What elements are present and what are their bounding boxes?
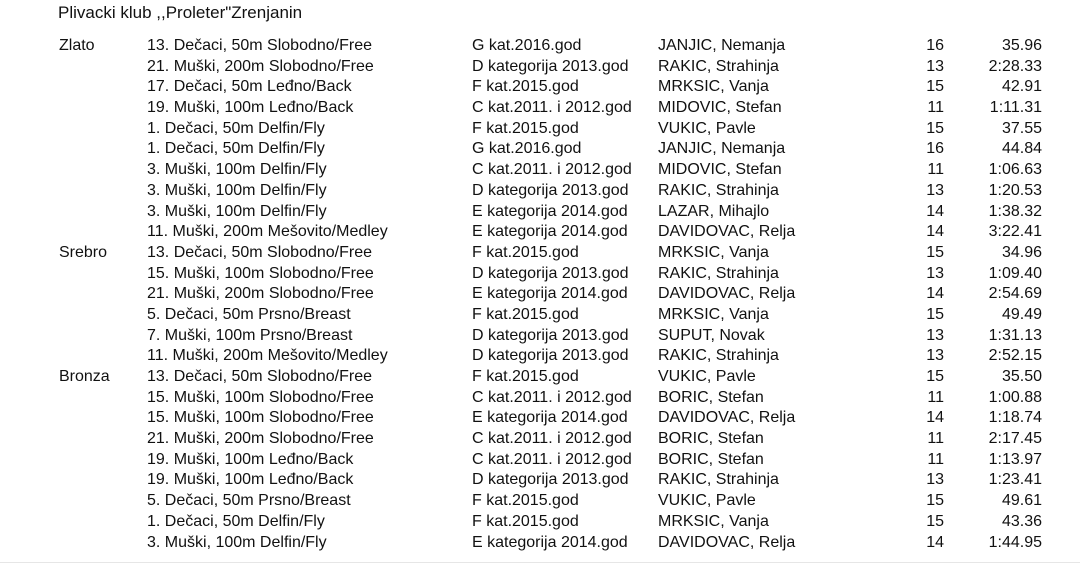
birth-year-code: 11 bbox=[927, 450, 944, 468]
event-name: 21. Muški, 200m Slobodno/Free bbox=[147, 430, 374, 448]
event-name: 1. Dečaci, 50m Delfin/Fly bbox=[147, 140, 325, 158]
birth-year-code: 11 bbox=[927, 430, 944, 448]
result-time: 1:31.13 bbox=[988, 326, 1042, 344]
result-row bbox=[0, 533, 1080, 554]
event-name: 15. Muški, 100m Slobodno/Free bbox=[147, 409, 374, 427]
event-name: 15. Muški, 100m Slobodno/Free bbox=[147, 264, 374, 282]
swimmer-name: MIDOVIC, Stefan bbox=[658, 161, 782, 179]
swimmer-name: DAVIDOVAC, Relja bbox=[658, 409, 796, 427]
swimmer-name: MIDOVIC, Stefan bbox=[658, 99, 782, 117]
age-category: F kat.2015.god bbox=[472, 512, 579, 530]
event-name: 11. Muški, 200m Mešovito/Medley bbox=[147, 223, 388, 241]
page-title: Plivacki klub ,,Proleter"Zrenjanin bbox=[58, 3, 303, 22]
age-category: E kategorija 2014.god bbox=[472, 223, 628, 241]
swimmer-name: BORIC, Stefan bbox=[658, 430, 764, 448]
result-time: 1:11.31 bbox=[989, 99, 1042, 117]
swimmer-name: SUPUT, Novak bbox=[658, 326, 765, 344]
result-time: 2:52.15 bbox=[988, 347, 1042, 365]
swimmer-name: DAVIDOVAC, Relja bbox=[658, 533, 796, 551]
result-time: 1:06.63 bbox=[988, 161, 1042, 179]
birth-year-code: 14 bbox=[926, 223, 944, 241]
result-row bbox=[0, 160, 1080, 181]
result-time: 1:23.41 bbox=[988, 471, 1042, 489]
age-category: C kat.2011. i 2012.god bbox=[472, 450, 632, 468]
birth-year-code: 11 bbox=[927, 99, 944, 117]
result-time: 1:18.74 bbox=[988, 409, 1042, 427]
age-category: D kategorija 2013.god bbox=[472, 57, 629, 75]
result-row bbox=[0, 326, 1080, 347]
result-row bbox=[0, 243, 1080, 264]
event-name: 3. Muški, 100m Delfin/Fly bbox=[147, 161, 327, 179]
birth-year-code: 15 bbox=[926, 492, 944, 510]
swimmer-name: MRKSIC, Vanja bbox=[658, 243, 769, 261]
birth-year-code: 15 bbox=[926, 119, 944, 137]
result-row bbox=[0, 429, 1080, 450]
result-row bbox=[0, 119, 1080, 140]
result-row bbox=[0, 181, 1080, 202]
swimmer-name: VUKIC, Pavle bbox=[658, 368, 756, 385]
swimmer-name: DAVIDOVAC, Relja bbox=[658, 223, 796, 241]
age-category: E kategorija 2014.god bbox=[472, 533, 628, 551]
event-name: 5. Dečaci, 50m Prsno/Breast bbox=[147, 492, 351, 510]
event-name: 1. Dečaci, 50m Delfin/Fly bbox=[147, 512, 325, 530]
age-category: F kat.2015.god bbox=[472, 305, 579, 323]
birth-year-code: 15 bbox=[926, 243, 944, 261]
result-row bbox=[0, 98, 1080, 119]
event-name: 21. Muški, 200m Slobodno/Free bbox=[147, 285, 374, 303]
result-time: 49.61 bbox=[1001, 492, 1042, 510]
event-name: 13. Dečaci, 50m Slobodno/Free bbox=[147, 368, 373, 385]
birth-year-code: 13 bbox=[926, 347, 944, 365]
birth-year-code: 13 bbox=[926, 181, 944, 199]
age-category: F kat.2015.god bbox=[472, 243, 579, 261]
age-category: F kat.2015.god bbox=[472, 119, 579, 137]
event-name: 3. Muški, 100m Delfin/Fly bbox=[147, 533, 327, 551]
swimmer-name: RAKIC, Strahinja bbox=[658, 57, 779, 75]
age-category: G kat.2016.god bbox=[472, 37, 582, 54]
swimmer-name: RAKIC, Strahinja bbox=[658, 181, 779, 199]
age-category: D kategorija 2013.god bbox=[472, 471, 629, 489]
result-time: 2:28.33 bbox=[988, 57, 1042, 75]
age-category: C kat.2011. i 2012.god bbox=[472, 430, 632, 448]
age-category: D kategorija 2013.god bbox=[472, 347, 629, 365]
result-time: 3:22.41 bbox=[988, 223, 1042, 241]
birth-year-code: 14 bbox=[926, 202, 944, 220]
birth-year-code: 14 bbox=[926, 409, 944, 427]
result-row bbox=[0, 305, 1080, 326]
swimmer-name: JANJIC, Nemanja bbox=[658, 37, 786, 54]
birth-year-code: 13 bbox=[926, 471, 944, 489]
result-time: 43.36 bbox=[1001, 512, 1042, 530]
age-category: C kat.2011. i 2012.god bbox=[472, 161, 632, 179]
event-name: 13. Dečaci, 50m Slobodno/Free bbox=[147, 243, 373, 261]
birth-year-code: 16 bbox=[926, 37, 944, 54]
swimmer-name: VUKIC, Pavle bbox=[658, 119, 756, 137]
swimmer-name: RAKIC, Strahinja bbox=[658, 471, 779, 489]
age-category: D kategorija 2013.god bbox=[472, 326, 629, 344]
swimmer-name: DAVIDOVAC, Relja bbox=[658, 285, 796, 303]
birth-year-code: 15 bbox=[926, 512, 944, 530]
result-time: 37.55 bbox=[1001, 119, 1042, 137]
result-time: 1:09.40 bbox=[988, 264, 1042, 282]
event-name: 5. Dečaci, 50m Prsno/Breast bbox=[147, 305, 351, 323]
swimmer-name: RAKIC, Strahinja bbox=[658, 264, 779, 282]
event-name: 7. Muški, 100m Prsno/Breast bbox=[147, 326, 353, 344]
swimmer-name: BORIC, Stefan bbox=[658, 388, 764, 406]
age-category: C kat.2011. i 2012.god bbox=[472, 99, 632, 117]
age-category: D kategorija 2013.god bbox=[472, 181, 629, 199]
result-time: 44.84 bbox=[1001, 140, 1042, 158]
result-row bbox=[0, 491, 1080, 512]
age-category: C kat.2011. i 2012.god bbox=[472, 388, 632, 406]
birth-year-code: 13 bbox=[926, 57, 944, 75]
age-category: G kat.2016.god bbox=[472, 140, 582, 158]
swimmer-name: JANJIC, Nemanja bbox=[658, 140, 786, 158]
result-row bbox=[0, 512, 1080, 533]
medal-label: Bronza bbox=[59, 368, 110, 385]
swimmer-name: MRKSIC, Vanja bbox=[658, 78, 769, 96]
event-name: 1. Dečaci, 50m Delfin/Fly bbox=[147, 119, 325, 137]
result-time: 1:44.95 bbox=[988, 533, 1042, 551]
result-row bbox=[0, 284, 1080, 305]
birth-year-code: 16 bbox=[926, 140, 944, 158]
event-name: 21. Muški, 200m Slobodno/Free bbox=[147, 57, 374, 75]
result-time: 42.91 bbox=[1001, 78, 1042, 96]
result-time: 35.96 bbox=[1001, 37, 1042, 54]
result-row bbox=[0, 408, 1080, 429]
birth-year-code: 15 bbox=[926, 78, 944, 96]
result-time: 1:00.88 bbox=[988, 388, 1042, 406]
result-row bbox=[0, 222, 1080, 243]
event-name: 11. Muški, 200m Mešovito/Medley bbox=[147, 347, 388, 365]
age-category: E kategorija 2014.god bbox=[472, 285, 628, 303]
event-name: 13. Dečaci, 50m Slobodno/Free bbox=[147, 37, 373, 54]
result-time: 2:54.69 bbox=[988, 285, 1042, 303]
event-name: 3. Muški, 100m Delfin/Fly bbox=[147, 202, 327, 220]
age-category: E kategorija 2014.god bbox=[472, 409, 628, 427]
result-time: 34.96 bbox=[1001, 243, 1042, 261]
event-name: 15. Muški, 100m Slobodno/Free bbox=[147, 388, 374, 406]
event-name: 3. Muški, 100m Delfin/Fly bbox=[147, 181, 327, 199]
result-row bbox=[0, 388, 1080, 409]
age-category: D kategorija 2013.god bbox=[472, 264, 629, 282]
birth-year-code: 11 bbox=[927, 388, 944, 406]
birth-year-code: 13 bbox=[926, 326, 944, 344]
event-name: 19. Muški, 100m Leđno/Back bbox=[147, 471, 354, 489]
birth-year-code: 14 bbox=[926, 533, 944, 551]
result-time: 2:17.45 bbox=[988, 430, 1042, 448]
event-name: 19. Muški, 100m Leđno/Back bbox=[147, 99, 354, 117]
swimmer-name: RAKIC, Strahinja bbox=[658, 347, 779, 365]
birth-year-code: 15 bbox=[926, 305, 944, 323]
result-row bbox=[0, 139, 1080, 160]
swimmer-name: MRKSIC, Vanja bbox=[658, 512, 769, 530]
result-row bbox=[0, 202, 1080, 223]
result-row bbox=[0, 36, 1080, 57]
result-row bbox=[0, 77, 1080, 98]
result-time: 1:38.32 bbox=[988, 202, 1042, 220]
age-category: E kategorija 2014.god bbox=[472, 202, 628, 220]
result-time: 1:13.97 bbox=[988, 450, 1042, 468]
birth-year-code: 15 bbox=[926, 368, 944, 385]
swimmer-name: VUKIC, Pavle bbox=[658, 492, 756, 510]
age-category: F kat.2015.god bbox=[472, 78, 579, 96]
result-row bbox=[0, 264, 1080, 285]
result-row bbox=[0, 346, 1080, 367]
birth-year-code: 13 bbox=[926, 264, 944, 282]
result-row bbox=[0, 450, 1080, 471]
swimmer-name: LAZAR, Mihajlo bbox=[658, 202, 770, 220]
result-time: 35.50 bbox=[1001, 368, 1042, 385]
age-category: F kat.2015.god bbox=[472, 368, 579, 385]
result-row bbox=[0, 470, 1080, 491]
bottom-divider bbox=[0, 562, 1080, 563]
event-name: 19. Muški, 100m Leđno/Back bbox=[147, 450, 354, 468]
birth-year-code: 11 bbox=[927, 161, 944, 179]
result-row bbox=[0, 57, 1080, 78]
age-category: F kat.2015.god bbox=[472, 492, 579, 510]
birth-year-code: 14 bbox=[926, 285, 944, 303]
medal-label: Zlato bbox=[59, 37, 95, 54]
result-time: 49.49 bbox=[1001, 305, 1042, 323]
medal-label: Srebro bbox=[59, 243, 108, 261]
result-row bbox=[0, 367, 1080, 388]
swimmer-name: MRKSIC, Vanja bbox=[658, 305, 769, 323]
swimmer-name: BORIC, Stefan bbox=[658, 450, 764, 468]
result-time: 1:20.53 bbox=[988, 181, 1042, 199]
results-list bbox=[0, 36, 1080, 553]
event-name: 17. Dečaci, 50m Leđno/Back bbox=[147, 78, 352, 96]
